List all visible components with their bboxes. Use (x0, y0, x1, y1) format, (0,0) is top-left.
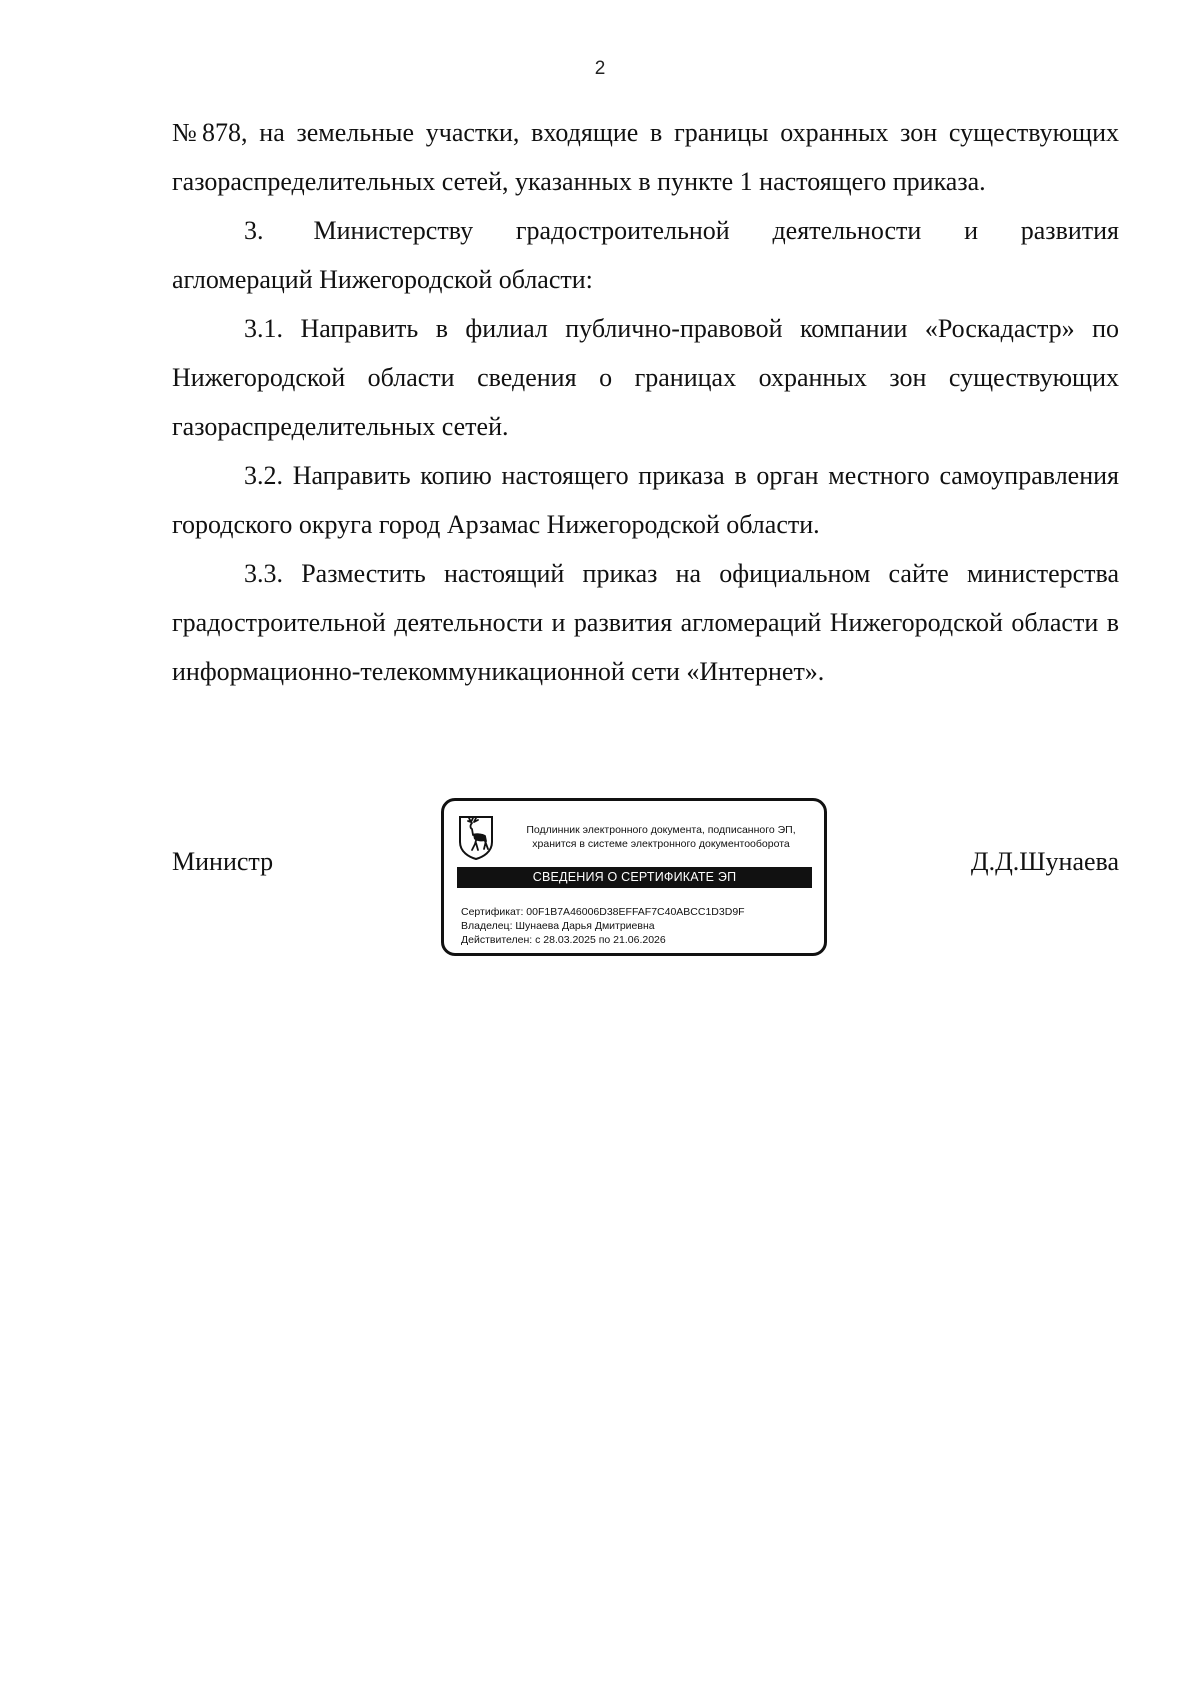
paragraph-item-3-3: 3.3. Разместить настоящий приказ на официальном сайте министерства градостроительной деятельности и развития агломераций Нижегородской области в информационно-телекоммуникационной сети «Интернет». (172, 559, 1119, 686)
ep-certificate-owner: Владелец: Шунаева Дарья Дмитриевна (461, 920, 655, 932)
paragraph-item-3-1: 3.1. Направить в филиал публично-правовой компании «Роскадастр» по Нижегородской области сведения о границах охранных зон существующих газораспределительных сетей. (172, 314, 1119, 441)
ep-certificate-details (461, 905, 816, 947)
document-body (172, 108, 1119, 696)
item-text: Министерству градостроительной деятельности и развития агломераций Нижегородской области: (172, 216, 1119, 294)
ep-notice (506, 823, 816, 851)
ep-certificate-validity: Действителен: с 28.03.2025 по 21.06.2026 (461, 934, 666, 946)
paragraph-continuation: №878, на земельные участки, входящие в границы охранных зон существующих газораспределительных сетей, указанных в пункте 1 настоящего приказа. (172, 118, 1119, 196)
ep-certificate-header: СВЕДЕНИЯ О СЕРТИФИКАТЕ ЭП (457, 867, 812, 888)
paragraph-item-3 (172, 206, 1119, 304)
ep-certificate-number: Сертификат: 00F1B7A46006D38EFFAF7C40ABCC1D3D9F (461, 906, 745, 918)
ep-notice-line: хранится в системе электронного документооборота (532, 838, 790, 850)
ep-notice-line: Подлинник электронного документа, подписанного ЭП, (526, 824, 796, 836)
paragraph-item-3-2: 3.2. Направить копию настоящего приказа в орган местного самоуправления городского округа город Арзамас Нижегородской области. (172, 461, 1119, 539)
electronic-signature-stamp (441, 798, 827, 956)
page-number: 2 (594, 58, 606, 79)
signer-name: Д.Д.Шунаева (970, 847, 1119, 876)
deer-emblem-icon (457, 814, 495, 860)
signer-position: Министр (172, 847, 274, 876)
item-number: 3. (244, 216, 264, 245)
